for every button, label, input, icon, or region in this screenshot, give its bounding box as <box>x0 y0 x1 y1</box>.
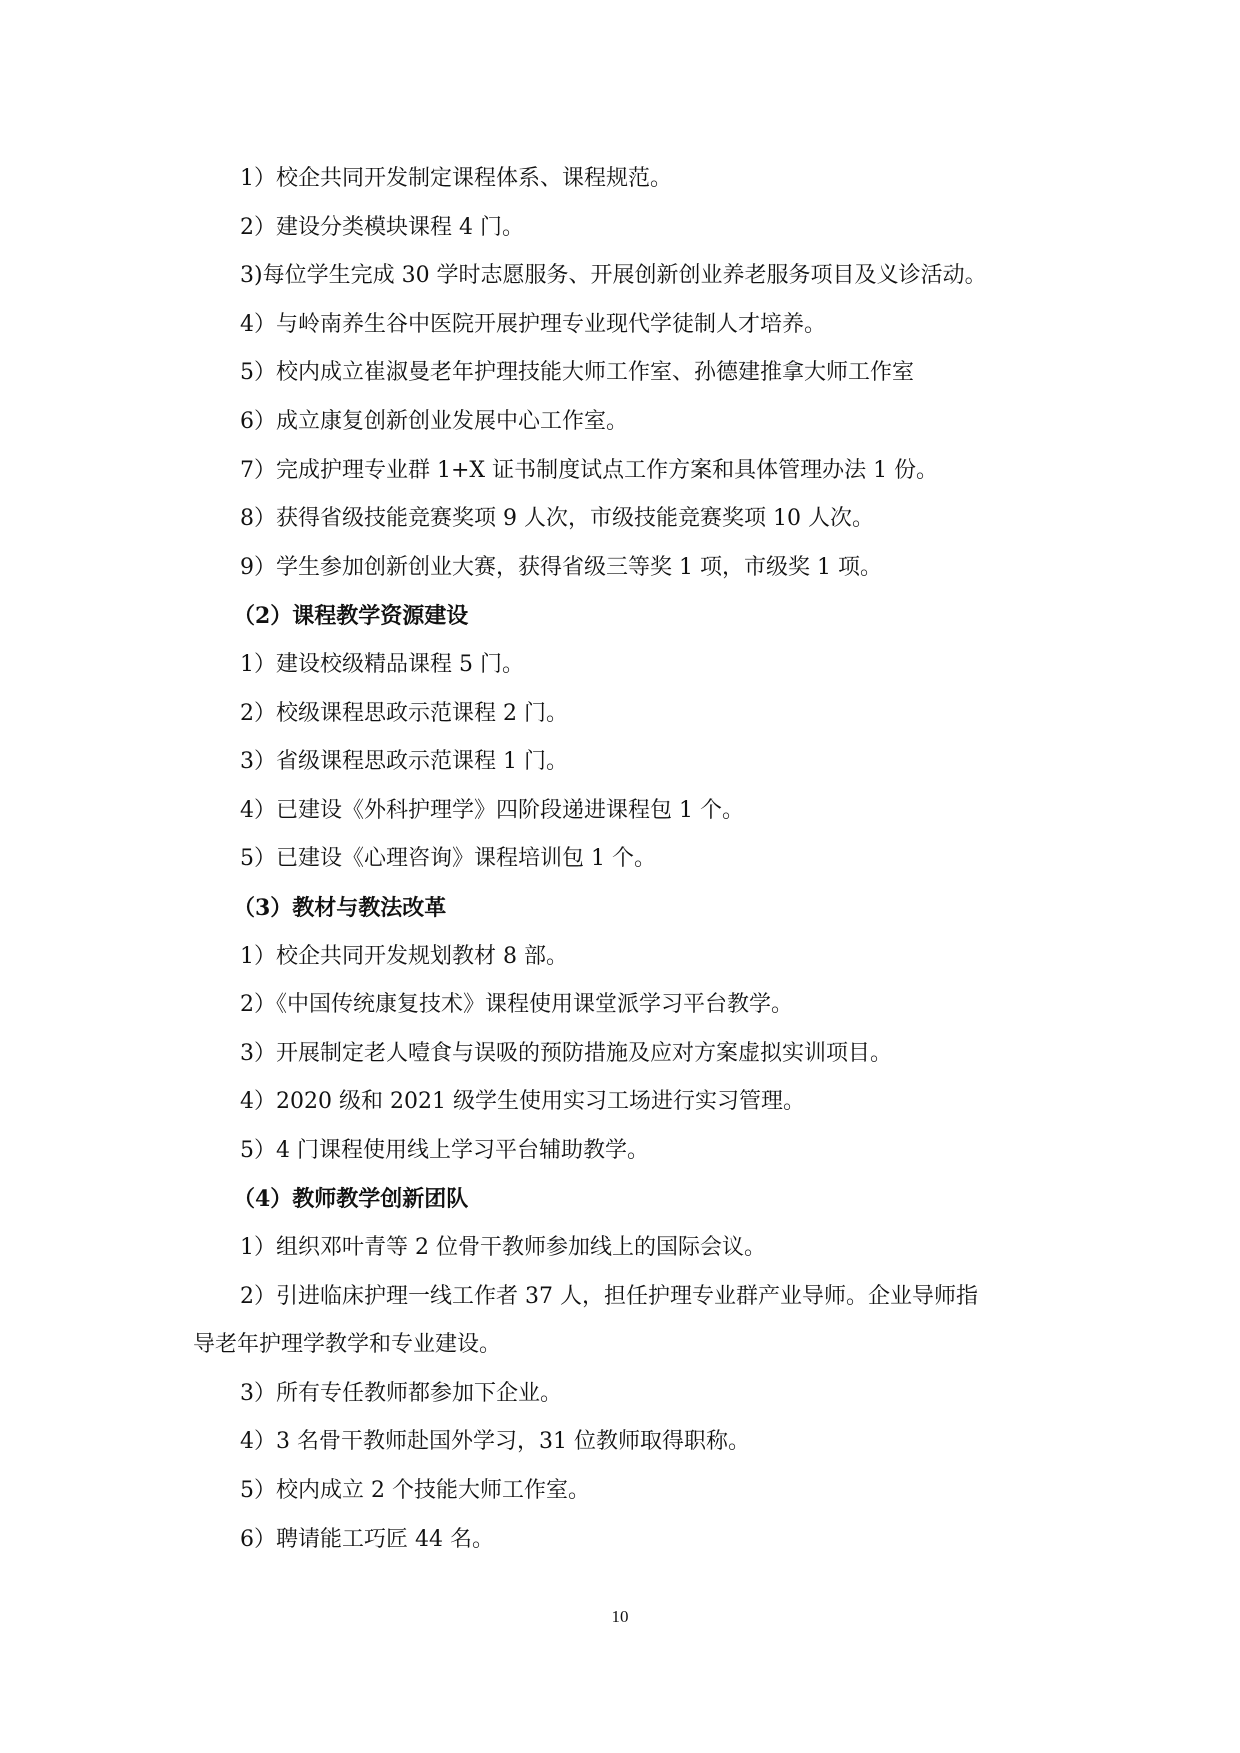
list-item: 2）引进临床护理一线工作者 37 人，担任护理专业群产业导师。企业导师指 <box>240 1283 978 1309</box>
list-item: 7）完成护理专业群 1+X 证书制度试点工作方案和具体管理办法 1 份。 <box>240 457 939 483</box>
list-item: 5）已建设《心理咨询》课程培训包 1 个。 <box>240 846 656 872</box>
list-item: 5）校内成立崔淑曼老年护理技能大师工作室、孙德建推拿大师工作室 <box>240 360 914 386</box>
list-item: 3）开展制定老人噎食与误吸的预防措施及应对方案虚拟实训项目。 <box>240 1040 892 1066</box>
list-item: 3）所有专任教师都参加下企业。 <box>240 1380 562 1406</box>
section-heading: （3）教材与教法改革 <box>233 894 447 921</box>
list-item: 2）建设分类模块课程 4 门。 <box>240 214 524 240</box>
list-item: 4）3 名骨干教师赴国外学习，31 位教师取得职称。 <box>240 1429 750 1455</box>
list-item: 9）学生参加创新创业大赛，获得省级三等奖 1 项，市级奖 1 项。 <box>240 554 882 580</box>
list-item: 8）获得省级技能竞赛奖项 9 人次，市级技能竞赛奖项 10 人次。 <box>240 506 874 532</box>
list-item: 1）组织邓叶青等 2 位骨干教师参加线上的国际会议。 <box>240 1235 766 1261</box>
page-body <box>193 155 1053 1564</box>
list-item: 3)每位学生完成 30 学时志愿服务、开展创新创业养老服务项目及义诊活动。 <box>240 263 987 289</box>
list-item: 5）4 门课程使用线上学习平台辅助教学。 <box>240 1137 649 1163</box>
section-heading: （4）教师教学创新团队 <box>233 1186 469 1213</box>
paragraph-continuation: 导老年护理学教学和专业建设。 <box>193 1332 502 1358</box>
list-item: 4）与岭南养生谷中医院开展护理专业现代学徒制人才培养。 <box>240 311 826 337</box>
list-item: 5）校内成立 2 个技能大师工作室。 <box>240 1478 590 1504</box>
list-item: 2）校级课程思政示范课程 2 门。 <box>240 700 568 726</box>
list-item: 6）成立康复创新创业发展中心工作室。 <box>240 408 628 434</box>
list-item: 4）2020 级和 2021 级学生使用实习工场进行实习管理。 <box>240 1089 805 1115</box>
list-item: 3）省级课程思政示范课程 1 门。 <box>240 749 568 775</box>
list-item: 2）《中国传统康复技术》课程使用课堂派学习平台教学。 <box>240 992 793 1018</box>
section-heading: （2）课程教学资源建设 <box>233 603 469 630</box>
list-item: 1）校企共同开发制定课程体系、课程规范。 <box>240 166 672 191</box>
page-number: 10 <box>611 1607 629 1626</box>
list-item: 1）建设校级精品课程 5 门。 <box>240 651 524 677</box>
list-item: 6）聘请能工巧匠 44 名。 <box>240 1526 494 1552</box>
list-item: 4）已建设《外科护理学》四阶段递进课程包 1 个。 <box>240 797 744 823</box>
list-item: 1）校企共同开发规划教材 8 部。 <box>240 943 568 969</box>
